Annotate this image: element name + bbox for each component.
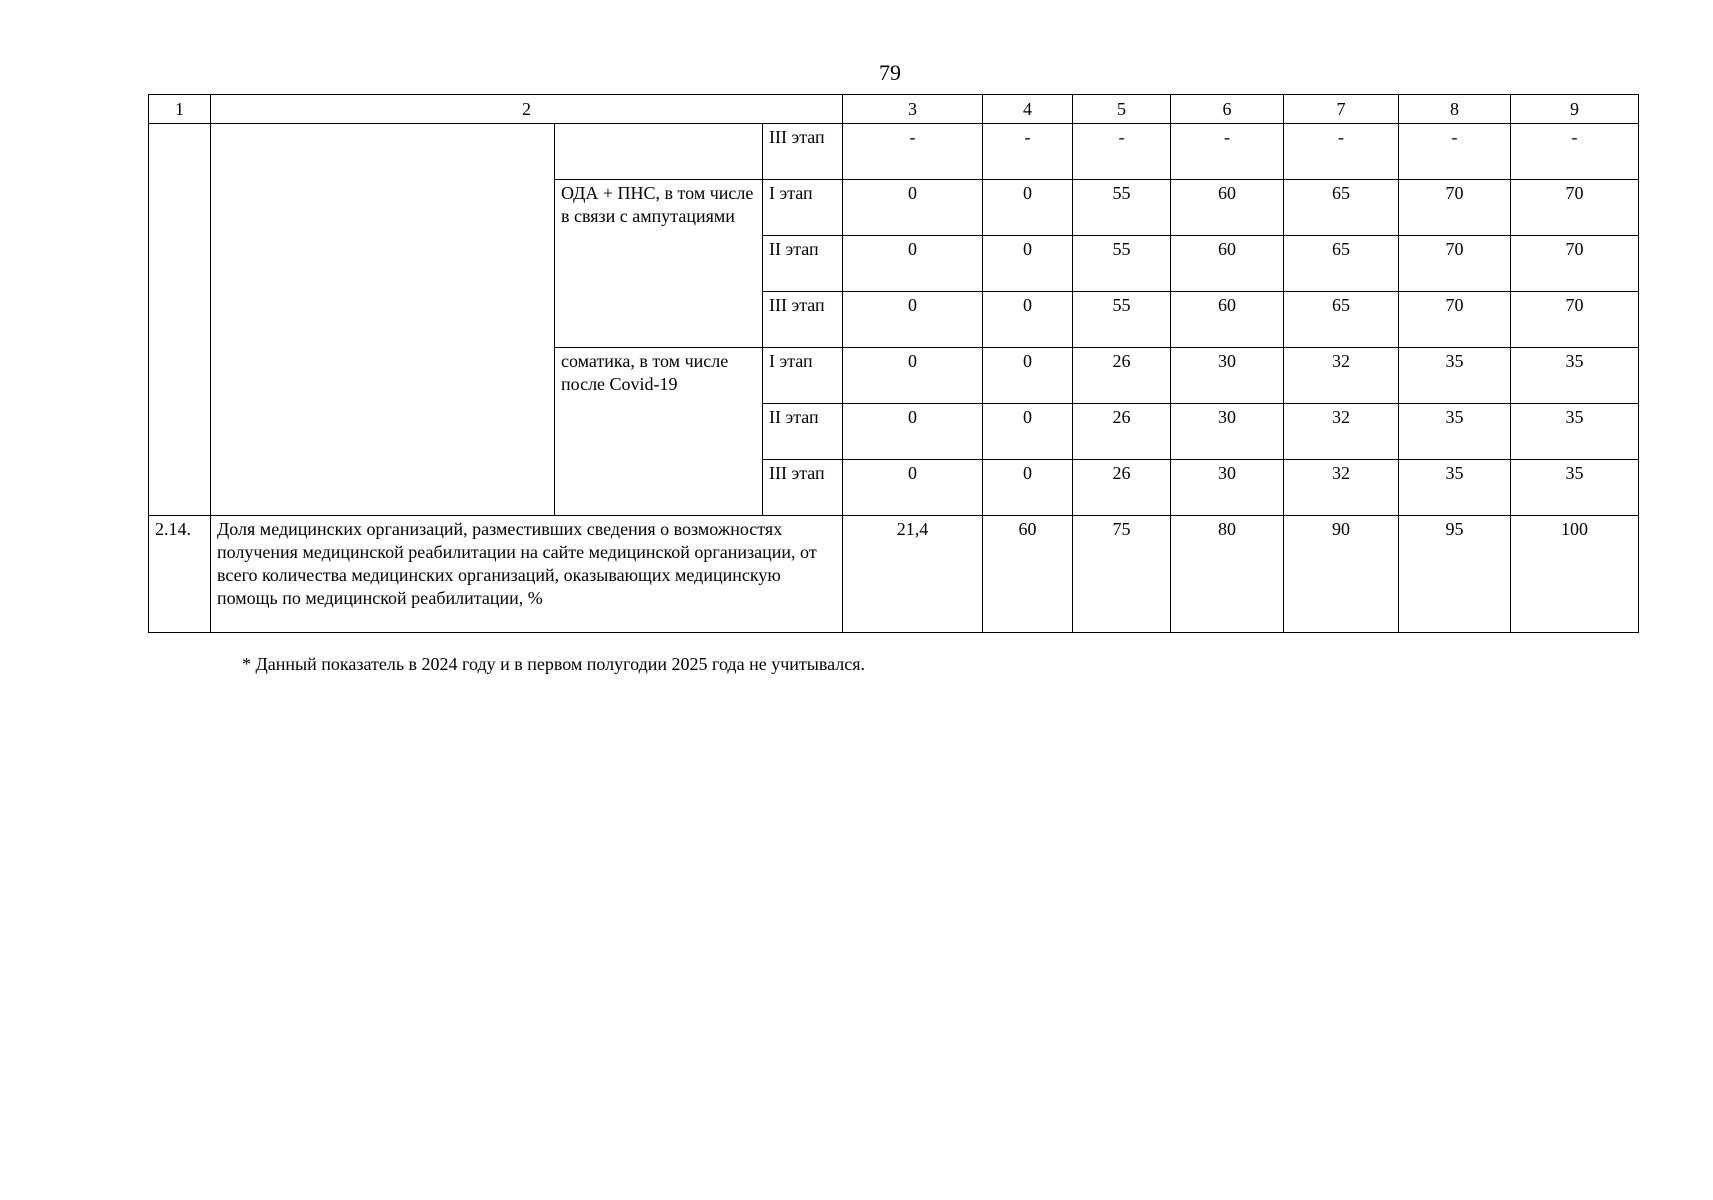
indicator-description: Доля медицинских организаций, разместивших сведения о возможностях получения медицинской реабилитации на сайте медицинской организации, от всего количества медицинских организаций, оказывающих медицинскую помощь по медицинской реабилитации, %	[211, 516, 843, 633]
stage-cell: I этап	[763, 348, 843, 404]
group-label-oda-pns: ОДА + ПНС, в том числе в связи с ампутациями	[555, 180, 763, 348]
blank-group-cell	[555, 124, 763, 180]
value-cell: 0	[843, 460, 983, 516]
header-row	[149, 95, 1639, 124]
group-label-somatika: соматика, в том числе после Covid-19	[555, 348, 763, 516]
value-cell: 65	[1284, 236, 1399, 292]
value-cell: 0	[983, 460, 1073, 516]
stage-cell: III этап	[763, 292, 843, 348]
value-cell: 95	[1399, 516, 1511, 633]
value-cell: 70	[1511, 292, 1639, 348]
value-cell: 70	[1511, 180, 1639, 236]
header-col-2: 2	[211, 95, 843, 124]
value-cell: -	[843, 124, 983, 180]
value-cell: 32	[1284, 404, 1399, 460]
value-cell: 65	[1284, 180, 1399, 236]
value-cell: 75	[1073, 516, 1171, 633]
value-cell: -	[1073, 124, 1171, 180]
value-cell: 35	[1511, 348, 1639, 404]
value-cell: 70	[1399, 292, 1511, 348]
value-cell: 70	[1399, 180, 1511, 236]
row-number: 2.14.	[149, 516, 211, 633]
value-cell: -	[1399, 124, 1511, 180]
blank-title-cell	[211, 124, 555, 516]
value-cell: 32	[1284, 348, 1399, 404]
header-col-9: 9	[1511, 95, 1639, 124]
value-cell: 30	[1171, 348, 1284, 404]
stage-cell: III этап	[763, 124, 843, 180]
value-cell: 35	[1399, 460, 1511, 516]
value-cell: 0	[843, 348, 983, 404]
header-col-5: 5	[1073, 95, 1171, 124]
value-cell: 26	[1073, 460, 1171, 516]
value-cell: 90	[1284, 516, 1399, 633]
value-cell: 26	[1073, 348, 1171, 404]
value-cell: 0	[843, 236, 983, 292]
header-col-4: 4	[983, 95, 1073, 124]
value-cell: 35	[1399, 348, 1511, 404]
blank-number-cell	[149, 124, 211, 516]
page-number: 79	[879, 60, 901, 85]
value-cell: 0	[983, 180, 1073, 236]
header-col-1: 1	[149, 95, 211, 124]
value-cell: 100	[1511, 516, 1639, 633]
value-cell: 70	[1511, 236, 1639, 292]
value-cell: 65	[1284, 292, 1399, 348]
stage-cell: II этап	[763, 236, 843, 292]
value-cell: 0	[983, 348, 1073, 404]
stage-cell: II этап	[763, 404, 843, 460]
value-cell: 0	[983, 404, 1073, 460]
value-cell: -	[1511, 124, 1639, 180]
value-cell: 30	[1171, 404, 1284, 460]
value-cell: 80	[1171, 516, 1284, 633]
value-cell: 70	[1399, 236, 1511, 292]
value-cell: 60	[1171, 236, 1284, 292]
header-col-7: 7	[1284, 95, 1399, 124]
value-cell: 30	[1171, 460, 1284, 516]
value-cell: -	[1171, 124, 1284, 180]
value-cell: 35	[1511, 404, 1639, 460]
value-cell: 55	[1073, 236, 1171, 292]
value-cell: 35	[1511, 460, 1639, 516]
stage-cell: III этап	[763, 460, 843, 516]
table-row	[149, 516, 1639, 633]
indicator-table	[148, 94, 1639, 633]
value-cell: 0	[843, 292, 983, 348]
table-row	[149, 124, 1639, 180]
value-cell: 60	[983, 516, 1073, 633]
value-cell: 35	[1399, 404, 1511, 460]
header-col-3: 3	[843, 95, 983, 124]
footnote: * Данный показатель в 2024 году и в первом полугодии 2025 года не учитывался.	[242, 654, 865, 674]
value-cell: 55	[1073, 180, 1171, 236]
value-cell: -	[1284, 124, 1399, 180]
value-cell: 0	[843, 404, 983, 460]
value-cell: 0	[983, 236, 1073, 292]
value-cell: 32	[1284, 460, 1399, 516]
value-cell: 21,4	[843, 516, 983, 633]
value-cell: 60	[1171, 292, 1284, 348]
value-cell: 26	[1073, 404, 1171, 460]
value-cell: -	[983, 124, 1073, 180]
value-cell: 0	[843, 180, 983, 236]
value-cell: 0	[983, 292, 1073, 348]
value-cell: 60	[1171, 180, 1284, 236]
header-col-8: 8	[1399, 95, 1511, 124]
value-cell: 55	[1073, 292, 1171, 348]
stage-cell: I этап	[763, 180, 843, 236]
header-col-6: 6	[1171, 95, 1284, 124]
